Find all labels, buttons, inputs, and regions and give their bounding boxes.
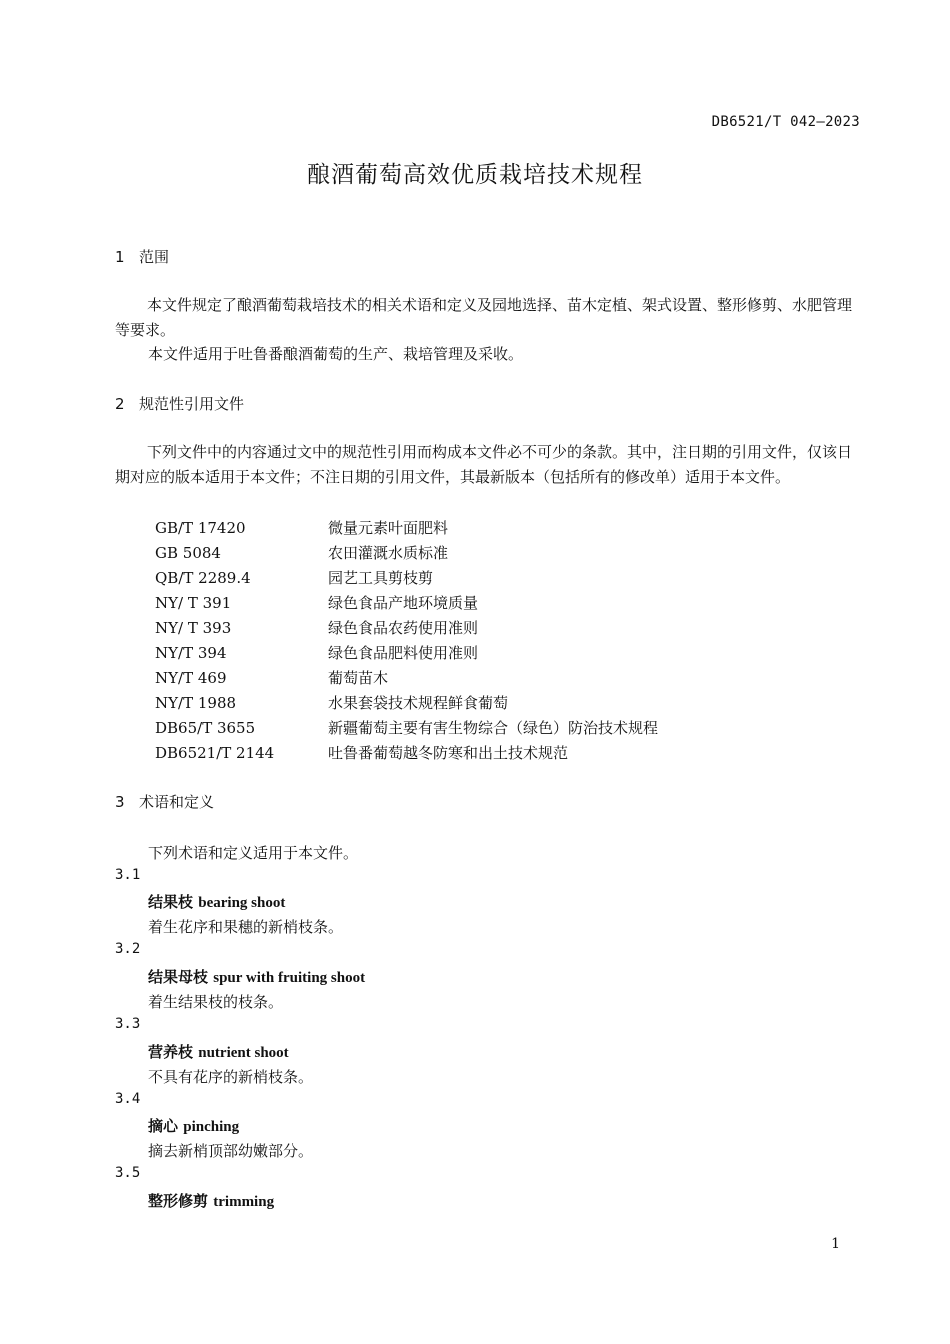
reference-code: NY/T 469: [155, 669, 227, 687]
references-intro-paragraph: 下列文件中的内容通过文中的规范性引用而构成本文件必不可少的条款。其中，注日期的引用文件，仅该日期对应的版本适用于本文件；不注日期的引用文件，其最新版本（包括所有的修改单）适用于本文件。: [115, 443, 853, 486]
term-definition: 着生花序和果穗的新梢枝条。: [148, 918, 344, 936]
term-name-en: trimming: [213, 1194, 275, 1210]
term-number: 3.3: [115, 1016, 141, 1032]
term-name-cn: 结果母枝: [148, 968, 209, 986]
reference-code: NY/ T 393: [155, 619, 232, 637]
reference-name: 绿色食品肥料使用准则: [328, 644, 479, 662]
terms-intro: 下列术语和定义适用于本文件。: [148, 844, 359, 862]
section-number: 1: [115, 248, 125, 266]
scope-paragraph-1: 本文件规定了酿酒葡萄栽培技术的相关术语和定义及园地选择、苗木定植、架式设置、整形修剪、水肥管理等要求。: [115, 296, 853, 339]
reference-name: 新疆葡萄主要有害生物综合（绿色）防治技术规程: [328, 719, 659, 737]
term-name: [148, 1190, 274, 1211]
section-title: 规范性引用文件: [139, 395, 245, 413]
reference-name: 农田灌溉水质标准: [328, 544, 449, 562]
reference-row: [155, 642, 478, 663]
term-name-en: pinching: [183, 1119, 240, 1135]
term-number: 3.2: [115, 941, 141, 957]
section-heading-normative-references: [115, 393, 244, 414]
reference-name: 园艺工具剪枝剪: [328, 569, 434, 587]
term-number: 3.5: [115, 1165, 141, 1181]
term-name: [148, 891, 285, 912]
term-name: [148, 966, 365, 987]
reference-code: DB65/T 3655: [155, 719, 256, 737]
reference-row: [155, 667, 388, 688]
reference-code: DB6521/T 2144: [155, 744, 275, 762]
reference-row: [155, 517, 448, 538]
reference-code: QB/T 2289.4: [155, 569, 251, 587]
standard-code: DB6521/T 042—2023: [711, 114, 860, 130]
term-definition: 不具有花序的新梢枝条。: [148, 1068, 314, 1086]
section-number: 2: [115, 395, 125, 413]
term-number: 3.1: [115, 867, 141, 883]
reference-row: [155, 592, 478, 613]
section-heading-terms-definitions: [115, 791, 214, 812]
term-name-cn: 整形修剪: [148, 1192, 209, 1210]
term-name-en: spur with fruiting shoot: [213, 970, 366, 986]
reference-row: [155, 542, 448, 563]
section-title: 术语和定义: [139, 793, 215, 811]
reference-code: GB/T 17420: [155, 519, 246, 537]
reference-name: 绿色食品产地环境质量: [328, 594, 479, 612]
term-name: [148, 1115, 239, 1136]
reference-name: 葡萄苗木: [328, 669, 389, 687]
term-name-cn: 摘心: [148, 1117, 179, 1135]
reference-name: 水果套袋技术规程鲜食葡萄: [328, 694, 509, 712]
reference-name: 绿色食品农药使用准则: [328, 619, 479, 637]
section-number: 3: [115, 793, 125, 811]
reference-code: NY/T 394: [155, 644, 227, 662]
term-name: [148, 1041, 289, 1062]
term-name-en: bearing shoot: [198, 895, 286, 911]
scope-paragraph-2: 本文件适用于吐鲁番酿酒葡萄的生产、栽培管理及采收。: [148, 345, 524, 363]
reference-row: [155, 692, 508, 713]
reference-code: NY/ T 391: [155, 594, 232, 612]
reference-code: NY/T 1988: [155, 694, 237, 712]
section-heading-scope: [115, 246, 169, 267]
term-name-cn: 结果枝: [148, 893, 194, 911]
term-name-en: nutrient shoot: [198, 1045, 289, 1061]
reference-name: 吐鲁番葡萄越冬防寒和出土技术规范: [328, 744, 569, 762]
term-definition: 摘去新梢顶部幼嫩部分。: [148, 1142, 314, 1160]
reference-row: [155, 717, 658, 738]
reference-row: [155, 742, 568, 763]
page-number: 1: [831, 1236, 840, 1252]
term-name-cn: 营养枝: [148, 1043, 194, 1061]
reference-name: 微量元素叶面肥料: [328, 519, 449, 537]
reference-row: [155, 567, 433, 588]
term-number: 3.4: [115, 1091, 141, 1107]
term-definition: 着生结果枝的枝条。: [148, 993, 284, 1011]
reference-code: GB 5084: [155, 544, 221, 562]
reference-row: [155, 617, 478, 638]
document-title: 酿酒葡萄高效优质栽培技术规程: [307, 162, 643, 188]
section-title: 范围: [139, 248, 170, 266]
